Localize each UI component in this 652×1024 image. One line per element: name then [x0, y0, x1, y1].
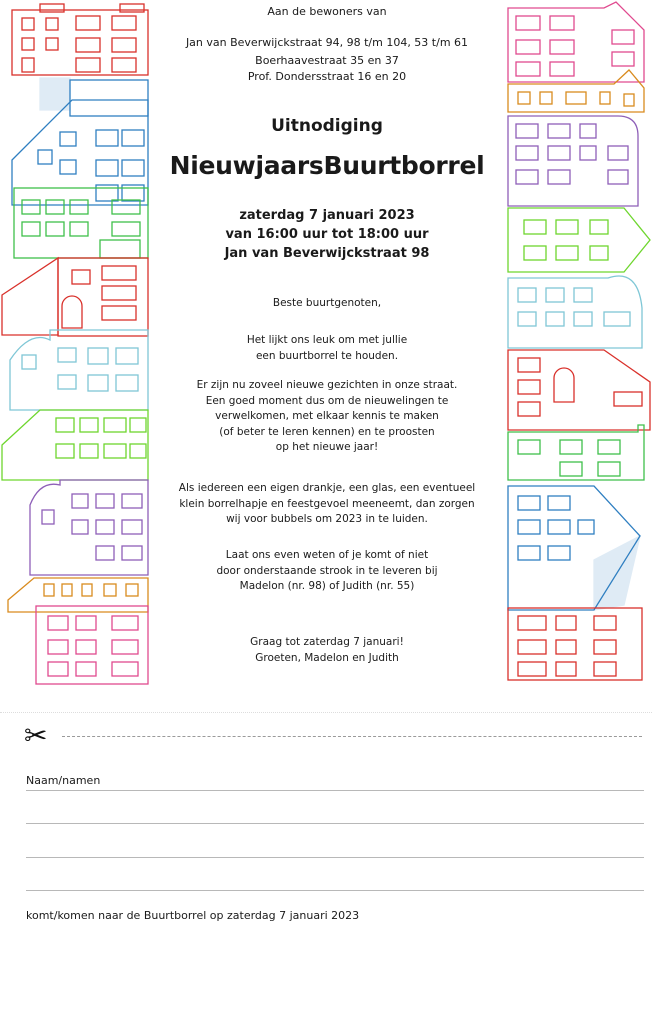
text-line: Er zijn nu zoveel nieuwe gezichten in onze straat. — [196, 379, 458, 391]
text-line: op het nieuwe jaar! — [275, 441, 379, 453]
letter-greeting: Beste buurtgenoten, — [272, 297, 382, 309]
text-line: door onderstaande strook in te leveren bij — [216, 564, 438, 577]
name-line-2[interactable] — [26, 823, 644, 824]
house-cyan — [10, 330, 148, 410]
house-pink-top — [508, 2, 644, 82]
letter-paragraph-2 — [160, 378, 494, 456]
letter-paragraph-3 — [160, 481, 494, 528]
text-line: verwelkomen, met elkaar kennis te maken — [215, 410, 439, 422]
name-field-label: Naam/namen — [26, 774, 101, 787]
house-blue-right — [508, 486, 640, 610]
houses-illustration-right — [504, 0, 652, 690]
invitation-label: Uitnodiging — [271, 116, 383, 136]
house-red-pointed — [2, 258, 148, 336]
text-line: (of beter te leren kennen) en te proosten — [219, 425, 435, 438]
scissors-icon: ✂ — [24, 719, 48, 752]
house-cyan-right — [508, 276, 642, 348]
house-lime — [2, 410, 148, 480]
attendance-text: komt/komen naar de Buurtborrel op zaterdag 7 januari 2023 — [26, 909, 360, 922]
address-line-3: Prof. Dondersstraat 16 en 20 — [247, 70, 407, 83]
house-orange — [8, 578, 148, 612]
text-line: Graag tot zaterdag 7 januari! — [250, 636, 404, 648]
name-line-1[interactable] — [26, 790, 644, 791]
house-green — [14, 188, 148, 258]
event-details — [160, 206, 494, 263]
letter-closing — [160, 635, 494, 666]
recipients-intro: Aan de bewoners van — [267, 5, 387, 18]
cut-line — [62, 736, 642, 737]
page-fold-line — [0, 712, 652, 713]
text-line: Madelon (nr. 98) of Judith (nr. 55) — [239, 580, 415, 592]
house-purple-right — [508, 116, 638, 206]
text-line: Als iedereen een eigen drankje, een glas, een eventueel — [178, 482, 476, 494]
house-lime-right — [508, 208, 650, 272]
event-date: zaterdag 7 januari 2023 — [239, 208, 415, 223]
event-time: van 16:00 uur tot 18:00 uur — [225, 227, 429, 242]
text-line: Het lijkt ons leuk om met jullie — [246, 334, 408, 346]
house-blue-gable — [12, 78, 148, 205]
text-line: een buurtborrel te houden. — [255, 349, 399, 362]
letter-paragraph-1 — [160, 333, 494, 364]
event-location: Jan van Beverwijckstraat 98 — [224, 246, 430, 261]
letter-paragraph-4 — [160, 548, 494, 595]
address-line-2: Boerhaavestraat 35 en 37 — [255, 54, 399, 67]
text-line: wij voor bubbels om 2023 in te luiden. — [226, 513, 428, 525]
house-green-right — [508, 425, 644, 480]
event-title: NieuwjaarsBuurtborrel — [169, 151, 485, 180]
text-line: klein borrelhapje en feestgevoel meeneemt, dan zorgen — [179, 497, 475, 510]
house-red-bottom-right — [508, 608, 642, 680]
text-line: Laat ons even weten of je komt of niet — [225, 549, 429, 561]
house-red-top — [12, 4, 148, 75]
name-line-4[interactable] — [26, 890, 644, 891]
text-line: Een goed moment dus om de nieuwelingen te — [205, 394, 449, 407]
house-red-right — [508, 350, 650, 430]
address-line-1: Jan van Beverwijckstraat 94, 98 t/m 104, 53 t/m 61 — [185, 36, 469, 49]
text-line: Groeten, Madelon en Judith — [255, 651, 399, 664]
house-pink-bottom — [36, 606, 148, 684]
house-purple — [30, 480, 148, 575]
houses-illustration-left — [0, 0, 150, 690]
name-line-3[interactable] — [26, 857, 644, 858]
